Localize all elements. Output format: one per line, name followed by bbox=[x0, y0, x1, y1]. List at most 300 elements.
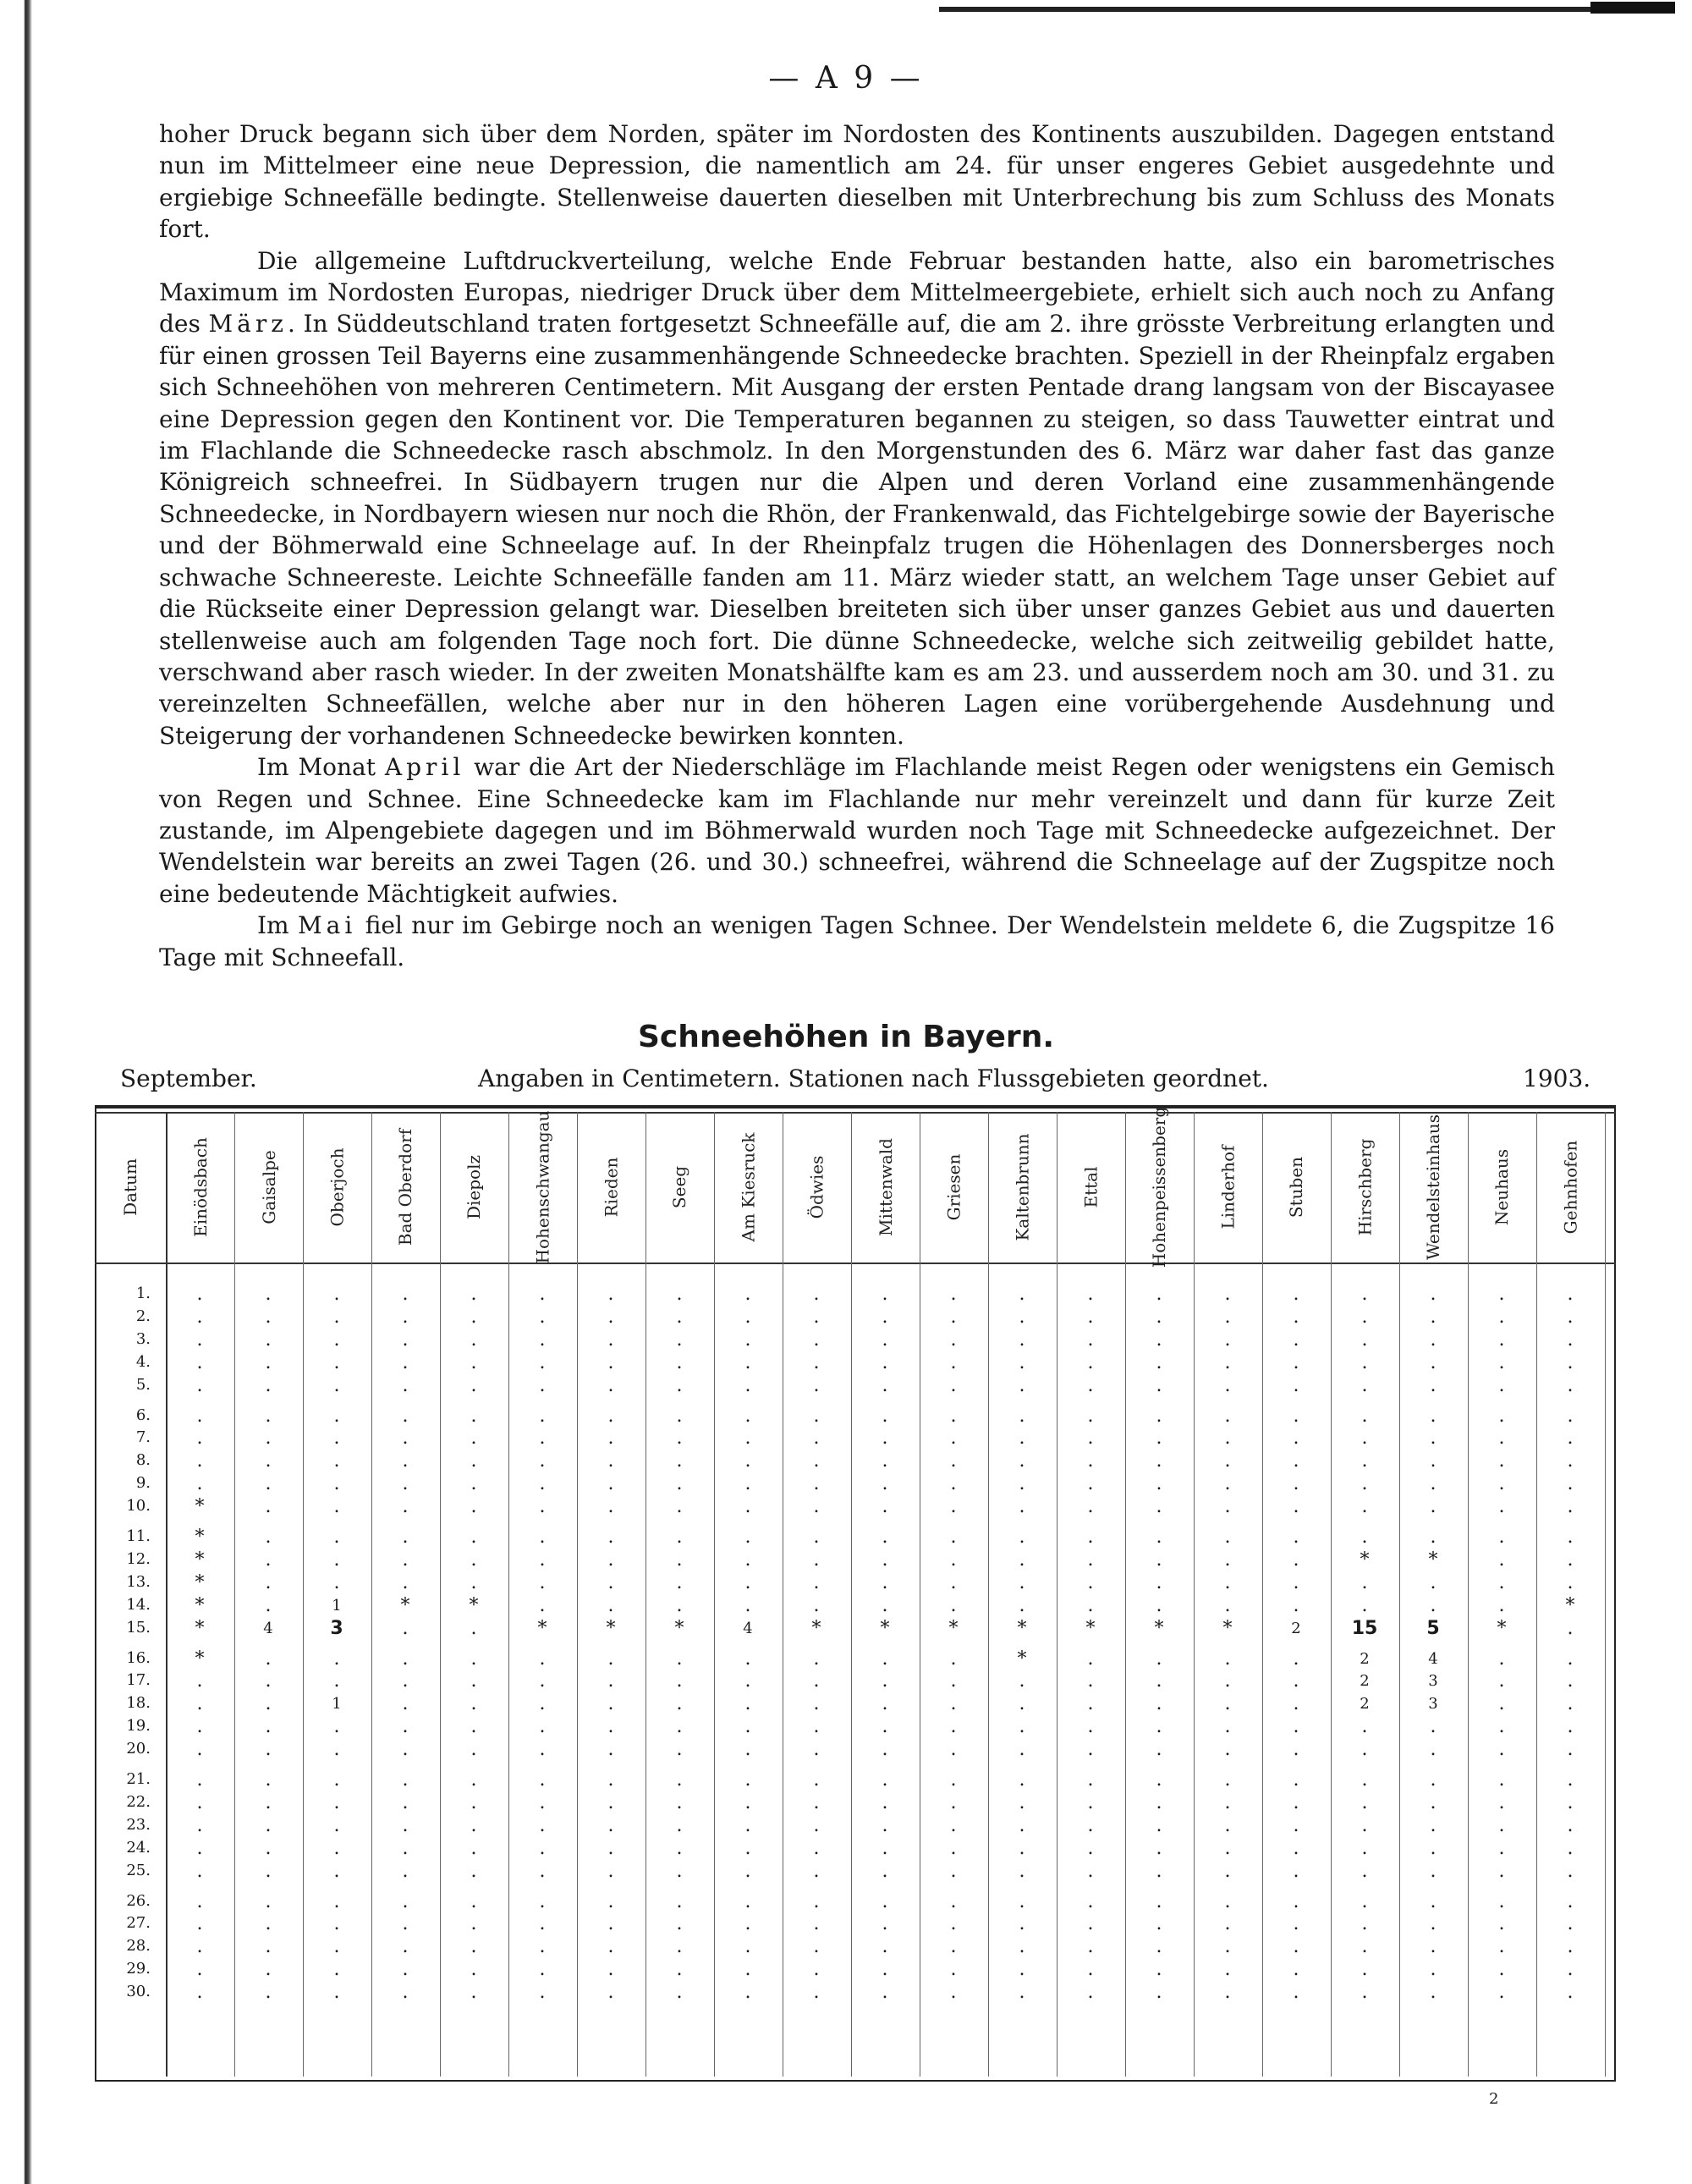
header-datum-label: Datum bbox=[120, 1158, 140, 1216]
empty-cell: . bbox=[1498, 1739, 1505, 1761]
empty-cell: . bbox=[950, 1473, 957, 1495]
empty-cell: . bbox=[1019, 1913, 1025, 1935]
empty-cell: . bbox=[1087, 1693, 1094, 1715]
empty-cell: . bbox=[1224, 1329, 1231, 1351]
empty-cell: . bbox=[539, 1814, 546, 1836]
empty-cell: . bbox=[1087, 1769, 1094, 1791]
empty-cell: . bbox=[1498, 1473, 1505, 1495]
day-label: 21. bbox=[126, 1770, 151, 1788]
day-label: 12. bbox=[126, 1549, 151, 1568]
empty-cell: . bbox=[676, 1860, 683, 1882]
empty-cell: . bbox=[265, 1982, 272, 2004]
empty-cell: . bbox=[1224, 1473, 1231, 1495]
empty-cell: . bbox=[539, 1450, 546, 1472]
empty-cell: . bbox=[744, 1549, 751, 1571]
station-name: Bad Oberdorf bbox=[395, 1128, 416, 1246]
empty-cell: . bbox=[1087, 1936, 1094, 1958]
empty-cell: . bbox=[1087, 1496, 1094, 1518]
station-name: Gaisalpe bbox=[258, 1150, 279, 1224]
empty-cell: . bbox=[1498, 1791, 1505, 1813]
empty-cell: . bbox=[1293, 1769, 1299, 1791]
day-label: 20. bbox=[126, 1740, 151, 1758]
snow-value: * bbox=[1017, 1648, 1027, 1670]
paragraph-3-rest: war die Art der Niederschläge im Flachlande meist Regen oder wenigstens ein Gemisch von Regen und Schnee. Eine Schneedecke kam im Flachlande nur mehr vereinzelt und dann für kurze Zeit zustande, im Alpengebiete dagegen und im Böhmerwald wurden noch Tage mit Schneedecke aufgezeichnet. Der Wendelstein war bereits an zwei Tagen (26. und 30.) schneefrei, während die Schneelage auf der Zugspitze noch eine bedeutende Mächtigkeit aufwies. bbox=[159, 753, 1556, 908]
empty-cell: . bbox=[1156, 1837, 1162, 1859]
snow-value: * bbox=[1565, 1594, 1575, 1616]
empty-cell: . bbox=[539, 1306, 546, 1328]
empty-cell: . bbox=[1498, 1450, 1505, 1472]
empty-cell: . bbox=[676, 1450, 683, 1472]
empty-cell: . bbox=[1224, 1814, 1231, 1836]
empty-cell: . bbox=[265, 1791, 272, 1813]
empty-cell: . bbox=[1498, 1351, 1505, 1373]
empty-cell: . bbox=[882, 1982, 888, 2004]
day-label: 6. bbox=[135, 1406, 151, 1424]
empty-cell: . bbox=[1156, 1814, 1162, 1836]
empty-cell: . bbox=[1087, 1450, 1094, 1472]
empty-cell: . bbox=[402, 1814, 409, 1836]
empty-cell: . bbox=[1087, 1716, 1094, 1738]
empty-cell: . bbox=[607, 1496, 614, 1518]
empty-cell: . bbox=[539, 1693, 546, 1715]
empty-cell: . bbox=[470, 1284, 477, 1305]
snow-value: 15 bbox=[1351, 1617, 1378, 1639]
empty-cell: . bbox=[539, 1594, 546, 1616]
empty-cell: . bbox=[470, 1814, 477, 1836]
empty-cell: . bbox=[470, 1936, 477, 1958]
empty-cell: . bbox=[950, 1860, 957, 1882]
empty-cell: . bbox=[1019, 1496, 1025, 1518]
empty-cell: . bbox=[1567, 1890, 1574, 1912]
empty-cell: . bbox=[813, 1306, 820, 1328]
empty-cell: . bbox=[882, 1936, 888, 1958]
empty-cell: . bbox=[882, 1648, 888, 1670]
empty-cell: . bbox=[607, 1306, 614, 1328]
empty-cell: . bbox=[744, 1329, 751, 1351]
empty-cell: . bbox=[1567, 1693, 1574, 1715]
snow-value: * bbox=[195, 1496, 205, 1518]
empty-cell: . bbox=[1087, 1428, 1094, 1450]
empty-cell: . bbox=[676, 1351, 683, 1373]
empty-cell: . bbox=[950, 1450, 957, 1472]
empty-cell: . bbox=[196, 1670, 203, 1692]
empty-cell: . bbox=[607, 1769, 614, 1791]
empty-cell: . bbox=[1361, 1936, 1368, 1958]
empty-cell: . bbox=[676, 1284, 683, 1305]
empty-cell: . bbox=[402, 1527, 409, 1548]
empty-cell: . bbox=[744, 1860, 751, 1882]
empty-cell: . bbox=[607, 1982, 614, 2004]
empty-cell: . bbox=[676, 1837, 683, 1859]
empty-cell: . bbox=[1293, 1982, 1299, 2004]
header-hohenpeissenberg bbox=[1125, 1106, 1194, 1268]
station-name: Linderhof bbox=[1217, 1145, 1239, 1230]
empty-cell: . bbox=[1156, 1716, 1162, 1738]
empty-cell: . bbox=[1293, 1716, 1299, 1738]
empty-cell: . bbox=[744, 1791, 751, 1813]
empty-cell: . bbox=[676, 1890, 683, 1912]
empty-cell: . bbox=[333, 1913, 340, 1935]
empty-cell: . bbox=[1293, 1405, 1299, 1427]
day-label: 23. bbox=[126, 1815, 151, 1834]
station-name: Einödsbach bbox=[190, 1137, 211, 1237]
empty-cell: . bbox=[607, 1936, 614, 1958]
empty-cell: . bbox=[265, 1670, 272, 1692]
empty-cell: . bbox=[882, 1814, 888, 1836]
empty-cell: . bbox=[402, 1936, 409, 1958]
empty-cell: . bbox=[1019, 1549, 1025, 1571]
station-name: Hirschberg bbox=[1354, 1138, 1376, 1236]
empty-cell: . bbox=[1567, 1473, 1574, 1495]
snow-value: 2 bbox=[1360, 1649, 1370, 1668]
empty-cell: . bbox=[1567, 1769, 1574, 1791]
day-label: 2. bbox=[135, 1307, 151, 1325]
empty-cell: . bbox=[539, 1496, 546, 1518]
empty-cell: . bbox=[744, 1473, 751, 1495]
empty-cell: . bbox=[950, 1716, 957, 1738]
empty-cell: . bbox=[402, 1571, 409, 1593]
empty-cell: . bbox=[1087, 1860, 1094, 1882]
empty-cell: . bbox=[1498, 1693, 1505, 1715]
header-hirschberg bbox=[1331, 1114, 1399, 1261]
empty-cell: . bbox=[1156, 1496, 1162, 1518]
empty-cell: . bbox=[607, 1739, 614, 1761]
empty-cell: . bbox=[882, 1405, 888, 1427]
empty-cell: . bbox=[1156, 1913, 1162, 1935]
empty-cell: . bbox=[676, 1791, 683, 1813]
empty-cell: . bbox=[950, 1351, 957, 1373]
empty-cell: . bbox=[1498, 1982, 1505, 2004]
empty-cell: . bbox=[196, 1405, 203, 1427]
empty-cell: . bbox=[539, 1473, 546, 1495]
empty-cell: . bbox=[1293, 1351, 1299, 1373]
empty-cell: . bbox=[1293, 1814, 1299, 1836]
empty-cell: . bbox=[1019, 1860, 1025, 1882]
empty-cell: . bbox=[1361, 1913, 1368, 1935]
empty-cell: . bbox=[470, 1571, 477, 1593]
empty-cell: . bbox=[1567, 1306, 1574, 1328]
empty-cell: . bbox=[470, 1405, 477, 1427]
empty-cell: . bbox=[607, 1814, 614, 1836]
snow-value: * bbox=[195, 1571, 205, 1593]
day-label: 25. bbox=[126, 1861, 151, 1879]
empty-cell: . bbox=[1156, 1284, 1162, 1305]
empty-cell: . bbox=[333, 1648, 340, 1670]
empty-cell: . bbox=[1224, 1496, 1231, 1518]
station-name: Gehnhofen bbox=[1560, 1140, 1581, 1235]
empty-cell: . bbox=[265, 1306, 272, 1328]
empty-cell: . bbox=[1567, 1496, 1574, 1518]
empty-cell: . bbox=[1361, 1860, 1368, 1882]
empty-cell: . bbox=[1019, 1306, 1025, 1328]
empty-cell: . bbox=[402, 1837, 409, 1859]
empty-cell: . bbox=[1293, 1837, 1299, 1859]
snow-value: * bbox=[195, 1617, 205, 1639]
empty-cell: . bbox=[950, 1814, 957, 1836]
empty-cell: . bbox=[402, 1716, 409, 1738]
empty-cell: . bbox=[1087, 1473, 1094, 1495]
empty-cell: . bbox=[1361, 1329, 1368, 1351]
empty-cell: . bbox=[265, 1693, 272, 1715]
empty-cell: . bbox=[333, 1716, 340, 1738]
header-gaisalpe bbox=[234, 1114, 303, 1261]
empty-cell: . bbox=[265, 1913, 272, 1935]
empty-cell: . bbox=[196, 1428, 203, 1450]
day-label: 14. bbox=[126, 1595, 151, 1614]
empty-cell: . bbox=[676, 1594, 683, 1616]
empty-cell: . bbox=[813, 1374, 820, 1396]
empty-cell: . bbox=[1087, 1982, 1094, 2004]
snow-value: * bbox=[195, 1527, 205, 1548]
empty-cell: . bbox=[813, 1428, 820, 1450]
empty-cell: . bbox=[539, 1428, 546, 1450]
empty-cell: . bbox=[1087, 1374, 1094, 1396]
empty-cell: . bbox=[1498, 1428, 1505, 1450]
empty-cell: . bbox=[744, 1648, 751, 1670]
empty-cell: . bbox=[813, 1739, 820, 1761]
empty-cell: . bbox=[676, 1496, 683, 1518]
empty-cell: . bbox=[333, 1329, 340, 1351]
empty-cell: . bbox=[882, 1716, 888, 1738]
empty-cell: . bbox=[1087, 1527, 1094, 1548]
empty-cell: . bbox=[1019, 1982, 1025, 2004]
empty-cell: . bbox=[676, 1648, 683, 1670]
empty-cell: . bbox=[1498, 1306, 1505, 1328]
day-label: 16. bbox=[126, 1648, 151, 1667]
empty-cell: . bbox=[1293, 1571, 1299, 1593]
empty-cell: . bbox=[813, 1329, 820, 1351]
empty-cell: . bbox=[882, 1549, 888, 1571]
empty-cell: . bbox=[1293, 1450, 1299, 1472]
empty-cell: . bbox=[744, 1284, 751, 1305]
empty-cell: . bbox=[1498, 1959, 1505, 1981]
empty-cell: . bbox=[333, 1428, 340, 1450]
empty-cell: . bbox=[539, 1527, 546, 1548]
day-label: 17. bbox=[126, 1671, 151, 1690]
empty-cell: . bbox=[1224, 1769, 1231, 1791]
empty-cell: . bbox=[1430, 1450, 1437, 1472]
empty-cell: . bbox=[1361, 1351, 1368, 1373]
header-gehnhofen bbox=[1536, 1114, 1605, 1261]
empty-cell: . bbox=[607, 1959, 614, 1981]
empty-cell: . bbox=[196, 1306, 203, 1328]
empty-cell: . bbox=[470, 1913, 477, 1935]
empty-cell: . bbox=[333, 1571, 340, 1593]
empty-cell: . bbox=[1498, 1284, 1505, 1305]
empty-cell: . bbox=[607, 1837, 614, 1859]
paragraph-2-month: März bbox=[208, 310, 288, 338]
empty-cell: . bbox=[744, 1571, 751, 1593]
empty-cell: . bbox=[950, 1284, 957, 1305]
empty-cell: . bbox=[1567, 1428, 1574, 1450]
day-label: 26. bbox=[126, 1891, 151, 1910]
empty-cell: . bbox=[1430, 1284, 1437, 1305]
empty-cell: . bbox=[402, 1769, 409, 1791]
empty-cell: . bbox=[1224, 1284, 1231, 1305]
empty-cell: . bbox=[1498, 1913, 1505, 1935]
empty-cell: . bbox=[539, 1571, 546, 1593]
empty-cell: . bbox=[813, 1450, 820, 1472]
empty-cell: . bbox=[265, 1739, 272, 1761]
empty-cell: . bbox=[1361, 1716, 1368, 1738]
empty-cell: . bbox=[1498, 1329, 1505, 1351]
empty-cell: . bbox=[1430, 1913, 1437, 1935]
empty-cell: . bbox=[1293, 1473, 1299, 1495]
empty-cell: . bbox=[1498, 1936, 1505, 1958]
station-name: Oberjoch bbox=[327, 1147, 348, 1227]
empty-cell: . bbox=[196, 1716, 203, 1738]
empty-cell: . bbox=[607, 1405, 614, 1427]
header-ödwies bbox=[783, 1114, 851, 1261]
empty-cell: . bbox=[196, 1329, 203, 1351]
empty-cell: . bbox=[882, 1473, 888, 1495]
empty-cell: . bbox=[744, 1959, 751, 1981]
empty-cell: . bbox=[1156, 1473, 1162, 1495]
empty-cell: . bbox=[1224, 1594, 1231, 1616]
empty-cell: . bbox=[470, 1351, 477, 1373]
empty-cell: . bbox=[470, 1890, 477, 1912]
empty-cell: . bbox=[1567, 1982, 1574, 2004]
station-name: Wendelsteinhaus bbox=[1423, 1114, 1444, 1261]
empty-cell: . bbox=[196, 1936, 203, 1958]
empty-cell: . bbox=[1293, 1670, 1299, 1692]
empty-cell: . bbox=[1087, 1594, 1094, 1616]
empty-cell: . bbox=[265, 1814, 272, 1836]
snow-value: 1 bbox=[332, 1695, 342, 1714]
empty-cell: . bbox=[1567, 1860, 1574, 1882]
empty-cell: . bbox=[744, 1496, 751, 1518]
snow-value: 3 bbox=[330, 1617, 343, 1639]
empty-cell: . bbox=[1498, 1670, 1505, 1692]
empty-cell: . bbox=[950, 1306, 957, 1328]
empty-cell: . bbox=[333, 1284, 340, 1305]
empty-cell: . bbox=[607, 1860, 614, 1882]
empty-cell: . bbox=[1224, 1716, 1231, 1738]
empty-cell: . bbox=[1567, 1670, 1574, 1692]
empty-cell: . bbox=[1567, 1959, 1574, 1981]
empty-cell: . bbox=[333, 1496, 340, 1518]
empty-cell: . bbox=[470, 1306, 477, 1328]
header-hohenschwangau bbox=[508, 1110, 577, 1264]
empty-cell: . bbox=[1224, 1739, 1231, 1761]
empty-cell: . bbox=[607, 1351, 614, 1373]
empty-cell: . bbox=[470, 1982, 477, 2004]
empty-cell: . bbox=[539, 1374, 546, 1396]
day-label: 18. bbox=[126, 1694, 151, 1713]
empty-cell: . bbox=[607, 1549, 614, 1571]
empty-cell: . bbox=[950, 1670, 957, 1692]
table-header-rule bbox=[95, 1263, 1616, 1264]
empty-cell: . bbox=[1156, 1306, 1162, 1328]
empty-cell: . bbox=[470, 1549, 477, 1571]
empty-cell: . bbox=[196, 1473, 203, 1495]
station-name: Neuhaus bbox=[1491, 1148, 1513, 1226]
empty-cell: . bbox=[950, 1693, 957, 1715]
empty-cell: . bbox=[882, 1450, 888, 1472]
empty-cell: . bbox=[744, 1837, 751, 1859]
snow-depth-table bbox=[95, 1105, 1616, 2078]
empty-cell: . bbox=[744, 1428, 751, 1450]
empty-cell: . bbox=[1361, 1594, 1368, 1616]
empty-cell: . bbox=[265, 1351, 272, 1373]
header-ettal bbox=[1057, 1114, 1125, 1261]
empty-cell: . bbox=[1087, 1959, 1094, 1981]
empty-cell: . bbox=[1156, 1594, 1162, 1616]
empty-cell: . bbox=[1224, 1351, 1231, 1373]
empty-cell: . bbox=[1293, 1791, 1299, 1813]
page-number: — A 9 — bbox=[768, 61, 924, 96]
day-label: 24. bbox=[126, 1838, 151, 1857]
empty-cell: . bbox=[744, 1982, 751, 2004]
day-label: 7. bbox=[135, 1428, 151, 1447]
empty-cell: . bbox=[1567, 1549, 1574, 1571]
empty-cell: . bbox=[402, 1693, 409, 1715]
snow-value: 4 bbox=[1428, 1649, 1438, 1668]
empty-cell: . bbox=[196, 1374, 203, 1396]
snow-value: 2 bbox=[1360, 1672, 1370, 1691]
station-name: Hohenschwangau bbox=[532, 1110, 553, 1264]
empty-cell: . bbox=[813, 1284, 820, 1305]
empty-cell: . bbox=[1293, 1329, 1299, 1351]
empty-cell: . bbox=[470, 1617, 477, 1639]
empty-cell: . bbox=[950, 1374, 957, 1396]
paragraph-4-rest: fiel nur im Gebirge noch an wenigen Tagen Schnee. Der Wendelstein meldete 6, die Zugspitze 16 Tage mit Schneefall. bbox=[159, 911, 1555, 971]
empty-cell: . bbox=[813, 1351, 820, 1373]
empty-cell: . bbox=[333, 1473, 340, 1495]
empty-cell: . bbox=[1224, 1450, 1231, 1472]
header-einödsbach bbox=[166, 1114, 234, 1261]
snow-value: 3 bbox=[1428, 1672, 1438, 1691]
empty-cell: . bbox=[744, 1351, 751, 1373]
empty-cell: . bbox=[1156, 1693, 1162, 1715]
empty-cell: . bbox=[882, 1890, 888, 1912]
snow-value: 1 bbox=[332, 1596, 342, 1615]
empty-cell: . bbox=[265, 1571, 272, 1593]
empty-cell: . bbox=[607, 1890, 614, 1912]
table-title: Schneehöhen in Bayern. bbox=[638, 1020, 1054, 1054]
day-label: 10. bbox=[126, 1497, 151, 1516]
empty-cell: . bbox=[813, 1814, 820, 1836]
empty-cell: . bbox=[1430, 1527, 1437, 1548]
empty-cell: . bbox=[1567, 1284, 1574, 1305]
empty-cell: . bbox=[1019, 1693, 1025, 1715]
empty-cell: . bbox=[333, 1549, 340, 1571]
empty-cell: . bbox=[1498, 1860, 1505, 1882]
empty-cell: . bbox=[1156, 1670, 1162, 1692]
empty-cell: . bbox=[265, 1594, 272, 1616]
empty-cell: . bbox=[1293, 1936, 1299, 1958]
station-name: Kaltenbrunn bbox=[1012, 1133, 1033, 1241]
empty-cell: . bbox=[1361, 1814, 1368, 1836]
paragraph-4-start: Im bbox=[257, 911, 298, 940]
day-label: 13. bbox=[126, 1572, 151, 1591]
empty-cell: . bbox=[1224, 1571, 1231, 1593]
empty-cell: . bbox=[333, 1890, 340, 1912]
empty-cell: . bbox=[882, 1837, 888, 1859]
empty-cell: . bbox=[813, 1936, 820, 1958]
empty-cell: . bbox=[1498, 1496, 1505, 1518]
empty-cell: . bbox=[1019, 1284, 1025, 1305]
empty-cell: . bbox=[744, 1739, 751, 1761]
empty-cell: . bbox=[1019, 1428, 1025, 1450]
empty-cell: . bbox=[539, 1890, 546, 1912]
paragraph-3-month: April bbox=[384, 753, 465, 782]
top-rule bbox=[939, 7, 1675, 12]
empty-cell: . bbox=[1361, 1890, 1368, 1912]
empty-cell: . bbox=[1224, 1860, 1231, 1882]
empty-cell: . bbox=[1430, 1329, 1437, 1351]
empty-cell: . bbox=[402, 1913, 409, 1935]
